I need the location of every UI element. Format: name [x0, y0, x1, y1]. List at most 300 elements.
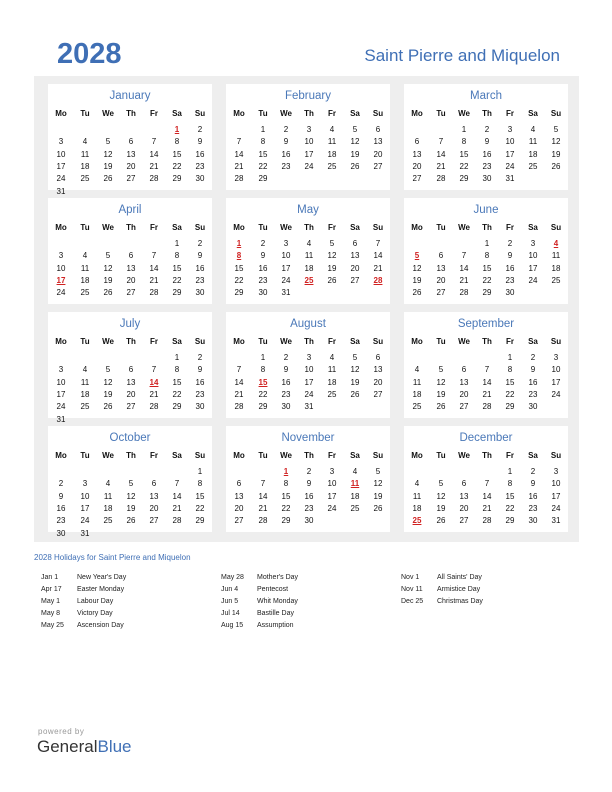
weekday-header: Sa — [172, 337, 182, 346]
month-november — [226, 426, 390, 532]
holiday-date: Dec 25 — [401, 598, 424, 606]
day-cell: 14 — [482, 377, 492, 387]
day-cell: 3 — [58, 365, 64, 375]
day-cell: 29 — [482, 288, 492, 298]
day-cell: 23 — [195, 161, 205, 171]
holiday-day-cell: 11 — [350, 479, 360, 489]
day-cell: 27 — [373, 389, 383, 399]
day-cell: 4 — [82, 365, 88, 375]
day-cell: 25 — [103, 516, 113, 526]
weekday-header: Sa — [350, 109, 360, 118]
day-cell: 26 — [412, 288, 422, 298]
day-cell: 31 — [551, 516, 561, 526]
day-cell: 3 — [58, 251, 64, 261]
day-cell: 1 — [507, 467, 513, 476]
holiday-name: Easter Monday — [77, 586, 125, 594]
month-june — [404, 198, 568, 304]
day-cell: 9 — [197, 251, 203, 261]
day-cell: 8 — [174, 137, 180, 147]
day-cell: 27 — [350, 275, 360, 285]
day-cell: 20 — [373, 149, 383, 159]
day-cell: 23 — [528, 389, 538, 399]
day-cell: 29 — [258, 174, 268, 184]
weekday-header: Fr — [328, 451, 336, 460]
day-cell: 22 — [172, 389, 182, 399]
day-cell: 29 — [195, 516, 205, 526]
day-cell: 15 — [482, 263, 492, 273]
holiday-date: May 8 — [41, 610, 61, 618]
day-cell: 17 — [528, 263, 538, 273]
day-cell: 7 — [151, 137, 157, 147]
weekday-header: We — [458, 223, 470, 232]
day-cell: 13 — [350, 251, 360, 261]
weekday-header: Mo — [233, 109, 245, 118]
weekday-header: Tu — [436, 109, 446, 118]
day-cell: 28 — [459, 288, 469, 298]
day-cell: 10 — [505, 137, 515, 147]
month-january — [48, 84, 212, 196]
day-cell: 29 — [281, 516, 291, 526]
day-cell: 29 — [505, 516, 515, 526]
day-cell: 20 — [126, 389, 136, 399]
day-cell: 17 — [80, 503, 90, 513]
weekday-header: Tu — [436, 223, 446, 232]
day-cell: 20 — [350, 263, 360, 273]
day-cell: 27 — [459, 402, 469, 412]
holiday-date: Jun 4 — [221, 586, 239, 594]
day-cell: 26 — [103, 174, 113, 184]
day-cell: 8 — [461, 137, 467, 147]
day-cell: 5 — [105, 365, 111, 375]
day-cell: 13 — [373, 137, 383, 147]
day-cell: 24 — [551, 503, 561, 513]
day-cell: 3 — [306, 125, 312, 134]
day-cell: 12 — [126, 491, 136, 501]
day-cell: 21 — [373, 263, 383, 273]
day-cell: 11 — [551, 251, 561, 261]
day-cell: 29 — [258, 402, 268, 412]
day-cell: 25 — [327, 389, 337, 399]
day-cell: 23 — [505, 275, 515, 285]
day-cell: 19 — [103, 161, 113, 171]
holiday-day-cell: 17 — [56, 275, 66, 285]
day-cell: 18 — [350, 491, 360, 501]
day-cell: 22 — [172, 161, 182, 171]
day-cell: 3 — [553, 467, 559, 476]
weekday-header: Fr — [506, 109, 514, 118]
weekday-header: Sa — [172, 451, 182, 460]
day-cell: 18 — [412, 389, 422, 399]
day-cell: 23 — [258, 275, 268, 285]
weekday-header: Mo — [233, 451, 245, 460]
day-cell: 26 — [103, 402, 113, 412]
day-cell: 24 — [327, 503, 337, 513]
day-cell: 22 — [258, 161, 268, 171]
weekday-header: Fr — [328, 109, 336, 118]
weekday-header: Su — [550, 109, 562, 118]
day-cell: 7 — [484, 479, 490, 489]
day-cell: 27 — [412, 174, 422, 184]
day-cell: 1 — [260, 125, 266, 134]
day-cell: 25 — [551, 275, 561, 285]
day-cell: 14 — [373, 251, 383, 261]
day-cell: 8 — [283, 479, 289, 489]
day-cell: 23 — [482, 161, 492, 171]
day-cell: 20 — [412, 161, 422, 171]
day-cell: 12 — [103, 377, 113, 387]
weekday-header: Mo — [55, 223, 67, 232]
weekday-header: Th — [126, 223, 136, 232]
day-cell: 21 — [258, 503, 268, 513]
day-cell: 1 — [174, 239, 180, 248]
day-cell: 30 — [505, 288, 515, 298]
holiday-date: Nov 1 — [401, 574, 420, 581]
day-cell: 31 — [505, 174, 515, 184]
holiday-day-cell: 15 — [258, 377, 268, 387]
day-cell: 28 — [149, 402, 159, 412]
weekday-header: Fr — [506, 451, 514, 460]
month-august — [226, 312, 390, 418]
day-cell: 18 — [80, 275, 90, 285]
day-cell: 20 — [436, 275, 446, 285]
day-cell: 5 — [553, 125, 559, 134]
weekday-header: Th — [482, 109, 492, 118]
holiday-date: Nov 11 — [401, 586, 423, 594]
country-title: Saint Pierre and Miquelon — [364, 46, 560, 65]
weekday-header: Th — [482, 223, 492, 232]
weekday-header: Th — [126, 337, 136, 346]
weekday-header: We — [280, 223, 292, 232]
day-cell: 6 — [352, 239, 358, 248]
day-cell: 12 — [436, 491, 446, 501]
day-cell: 10 — [304, 365, 314, 375]
day-cell: 25 — [327, 161, 337, 171]
weekday-header: We — [280, 109, 292, 118]
month-name: November — [281, 432, 335, 444]
day-cell: 17 — [56, 161, 66, 171]
day-cell: 11 — [80, 263, 90, 273]
day-cell: 28 — [172, 516, 182, 526]
weekday-header: Sa — [528, 451, 538, 460]
day-cell: 23 — [281, 389, 291, 399]
day-cell: 8 — [484, 251, 490, 261]
day-cell: 4 — [414, 365, 420, 375]
day-cell: 10 — [56, 149, 66, 159]
weekday-header: Sa — [350, 337, 360, 346]
day-cell: 9 — [507, 251, 513, 261]
weekday-header: Mo — [233, 223, 245, 232]
day-cell: 21 — [234, 161, 244, 171]
month-name: March — [470, 90, 502, 102]
month-february — [226, 84, 390, 190]
day-cell: 12 — [350, 365, 360, 375]
month-may — [226, 198, 390, 304]
day-cell: 19 — [436, 503, 446, 513]
day-cell: 16 — [195, 377, 205, 387]
day-cell: 7 — [151, 251, 157, 261]
day-cell: 7 — [174, 479, 180, 489]
day-cell: 19 — [350, 149, 360, 159]
weekday-header: Th — [482, 337, 492, 346]
day-cell: 27 — [373, 161, 383, 171]
day-cell: 14 — [436, 149, 446, 159]
day-cell: 16 — [195, 149, 205, 159]
day-cell: 11 — [412, 377, 422, 387]
day-cell: 29 — [172, 288, 182, 298]
weekday-header: Fr — [150, 109, 158, 118]
weekday-header: We — [102, 337, 114, 346]
day-cell: 13 — [126, 377, 136, 387]
holiday-name: Ascension Day — [77, 622, 124, 630]
day-cell: 1 — [174, 353, 180, 362]
weekday-header: Sa — [172, 223, 182, 232]
day-cell: 22 — [195, 503, 205, 513]
day-cell: 16 — [482, 149, 492, 159]
day-cell: 3 — [58, 137, 64, 147]
month-name: February — [284, 90, 332, 102]
day-cell: 17 — [327, 491, 337, 501]
day-cell: 18 — [103, 503, 113, 513]
holiday-name: Mother's Day — [257, 574, 299, 581]
day-cell: 4 — [530, 125, 536, 134]
day-cell: 1 — [461, 125, 467, 134]
day-cell: 10 — [327, 479, 337, 489]
weekday-header: Sa — [528, 223, 538, 232]
day-cell: 20 — [373, 377, 383, 387]
day-cell: 5 — [105, 137, 111, 147]
weekday-header: Sa — [350, 223, 360, 232]
day-cell: 19 — [103, 275, 113, 285]
weekday-header: Mo — [411, 223, 423, 232]
day-cell: 15 — [505, 377, 515, 387]
day-cell: 16 — [528, 377, 538, 387]
weekday-header: We — [458, 109, 470, 118]
day-cell: 9 — [484, 137, 490, 147]
day-cell: 26 — [103, 288, 113, 298]
day-cell: 6 — [461, 479, 467, 489]
day-cell: 13 — [126, 263, 136, 273]
day-cell: 16 — [281, 377, 291, 387]
day-cell: 16 — [528, 491, 538, 501]
month-name: August — [290, 318, 326, 330]
day-cell: 21 — [482, 389, 492, 399]
day-cell: 19 — [373, 491, 383, 501]
holiday-date: May 1 — [41, 598, 61, 606]
holiday-name: Bastille Day — [257, 610, 294, 618]
day-cell: 10 — [551, 365, 561, 375]
day-cell: 26 — [327, 275, 337, 285]
day-cell: 30 — [195, 174, 205, 184]
day-cell: 24 — [56, 288, 66, 298]
day-cell: 7 — [236, 137, 242, 147]
day-cell: 5 — [105, 251, 111, 261]
day-cell: 21 — [149, 161, 159, 171]
day-cell: 16 — [281, 149, 291, 159]
day-cell: 9 — [283, 137, 289, 147]
day-cell: 2 — [197, 239, 203, 248]
day-cell: 1 — [197, 467, 203, 476]
weekday-header: Tu — [80, 223, 90, 232]
month-name: December — [459, 432, 513, 444]
day-cell: 2 — [260, 239, 266, 248]
day-cell: 25 — [412, 402, 422, 412]
day-cell: 8 — [174, 251, 180, 261]
day-cell: 7 — [236, 365, 242, 375]
weekday-header: Su — [550, 223, 562, 232]
weekday-header: Fr — [150, 451, 158, 460]
day-cell: 15 — [281, 491, 291, 501]
holiday-day-cell: 8 — [236, 251, 242, 261]
day-cell: 29 — [459, 174, 469, 184]
weekday-header: Tu — [80, 109, 90, 118]
month-name: July — [119, 318, 141, 330]
calendar-grid — [34, 76, 579, 542]
day-cell: 10 — [56, 377, 66, 387]
day-cell: 7 — [461, 251, 467, 261]
weekday-header: Th — [304, 451, 314, 460]
day-cell: 6 — [461, 365, 467, 375]
day-cell: 2 — [306, 467, 312, 476]
day-cell: 25 — [350, 503, 360, 513]
day-cell: 12 — [327, 251, 337, 261]
holiday-day-cell: 14 — [149, 377, 159, 387]
day-cell: 12 — [412, 263, 422, 273]
year-title: 2028 — [57, 38, 122, 70]
day-cell: 16 — [258, 263, 268, 273]
weekday-header: Fr — [150, 337, 158, 346]
day-cell: 8 — [507, 365, 513, 375]
day-cell: 1 — [507, 353, 513, 362]
month-october — [48, 426, 212, 538]
day-cell: 9 — [306, 479, 312, 489]
holiday-name: Victory Day — [77, 610, 113, 618]
weekday-header: Th — [126, 451, 136, 460]
holiday-date: Aug 15 — [221, 622, 244, 630]
day-cell: 28 — [149, 288, 159, 298]
weekday-header: Sa — [350, 451, 360, 460]
day-cell: 2 — [283, 125, 289, 134]
day-cell: 3 — [306, 353, 312, 362]
day-cell: 14 — [459, 263, 469, 273]
weekday-header: We — [458, 451, 470, 460]
day-cell: 14 — [234, 377, 244, 387]
day-cell: 17 — [56, 389, 66, 399]
holiday-day-cell: 1 — [174, 125, 180, 134]
weekday-header: Fr — [328, 223, 336, 232]
day-cell: 20 — [459, 389, 469, 399]
day-cell: 3 — [553, 353, 559, 362]
day-cell: 11 — [80, 377, 90, 387]
day-cell: 13 — [436, 263, 446, 273]
day-cell: 20 — [459, 503, 469, 513]
day-cell: 7 — [375, 239, 381, 248]
day-cell: 24 — [56, 174, 66, 184]
day-cell: 26 — [551, 161, 561, 171]
weekday-header: Fr — [506, 223, 514, 232]
weekday-header: We — [102, 451, 114, 460]
day-cell: 6 — [414, 137, 420, 147]
holiday-name: New Year's Day — [77, 574, 127, 581]
day-cell: 18 — [551, 263, 561, 273]
month-september — [404, 312, 568, 418]
weekday-header: We — [280, 337, 292, 346]
powered-by-text: powered by — [38, 727, 85, 736]
day-cell: 6 — [438, 251, 444, 261]
day-cell: 21 — [459, 275, 469, 285]
day-cell: 6 — [236, 479, 242, 489]
weekday-header: Mo — [55, 109, 67, 118]
weekday-header: Tu — [258, 337, 268, 346]
day-cell: 9 — [530, 479, 536, 489]
day-cell: 17 — [281, 263, 291, 273]
day-cell: 6 — [151, 479, 157, 489]
day-cell: 24 — [304, 389, 314, 399]
day-cell: 29 — [172, 402, 182, 412]
day-cell: 22 — [258, 389, 268, 399]
day-cell: 4 — [414, 479, 420, 489]
day-cell: 2 — [283, 353, 289, 362]
weekday-header: Tu — [258, 109, 268, 118]
day-cell: 10 — [56, 263, 66, 273]
weekday-header: Mo — [411, 337, 423, 346]
day-cell: 25 — [80, 174, 90, 184]
day-cell: 21 — [149, 275, 159, 285]
day-cell: 24 — [505, 161, 515, 171]
day-cell: 18 — [80, 161, 90, 171]
weekday-header: Th — [304, 109, 314, 118]
day-cell: 4 — [82, 251, 88, 261]
day-cell: 23 — [195, 275, 205, 285]
day-cell: 31 — [281, 288, 291, 298]
day-cell: 5 — [128, 479, 134, 489]
weekday-header: Su — [550, 337, 562, 346]
day-cell: 15 — [459, 149, 469, 159]
day-cell: 30 — [258, 288, 268, 298]
day-cell: 11 — [327, 137, 337, 147]
day-cell: 15 — [258, 149, 268, 159]
day-cell: 20 — [149, 503, 159, 513]
day-cell: 16 — [505, 263, 515, 273]
weekday-header: Sa — [528, 337, 538, 346]
day-cell: 26 — [126, 516, 136, 526]
day-cell: 7 — [438, 137, 444, 147]
day-cell: 24 — [304, 161, 314, 171]
weekday-header: Th — [304, 337, 314, 346]
day-cell: 4 — [329, 353, 335, 362]
month-april — [48, 198, 212, 304]
day-cell: 26 — [373, 503, 383, 513]
weekday-header: Fr — [328, 337, 336, 346]
month-july — [48, 312, 212, 424]
day-cell: 18 — [304, 263, 314, 273]
day-cell: 6 — [375, 353, 381, 362]
day-cell: 25 — [80, 288, 90, 298]
day-cell: 22 — [482, 275, 492, 285]
day-cell: 24 — [281, 275, 291, 285]
day-cell: 30 — [482, 174, 492, 184]
day-cell: 2 — [507, 239, 513, 248]
day-cell: 30 — [528, 516, 538, 526]
weekday-header: Tu — [436, 451, 446, 460]
day-cell: 13 — [373, 365, 383, 375]
weekday-header: We — [458, 337, 470, 346]
day-cell: 15 — [172, 149, 182, 159]
weekday-header: Fr — [150, 223, 158, 232]
day-cell: 29 — [505, 402, 515, 412]
holiday-day-cell: 1 — [283, 467, 289, 476]
day-cell: 18 — [412, 503, 422, 513]
day-cell: 27 — [126, 402, 136, 412]
